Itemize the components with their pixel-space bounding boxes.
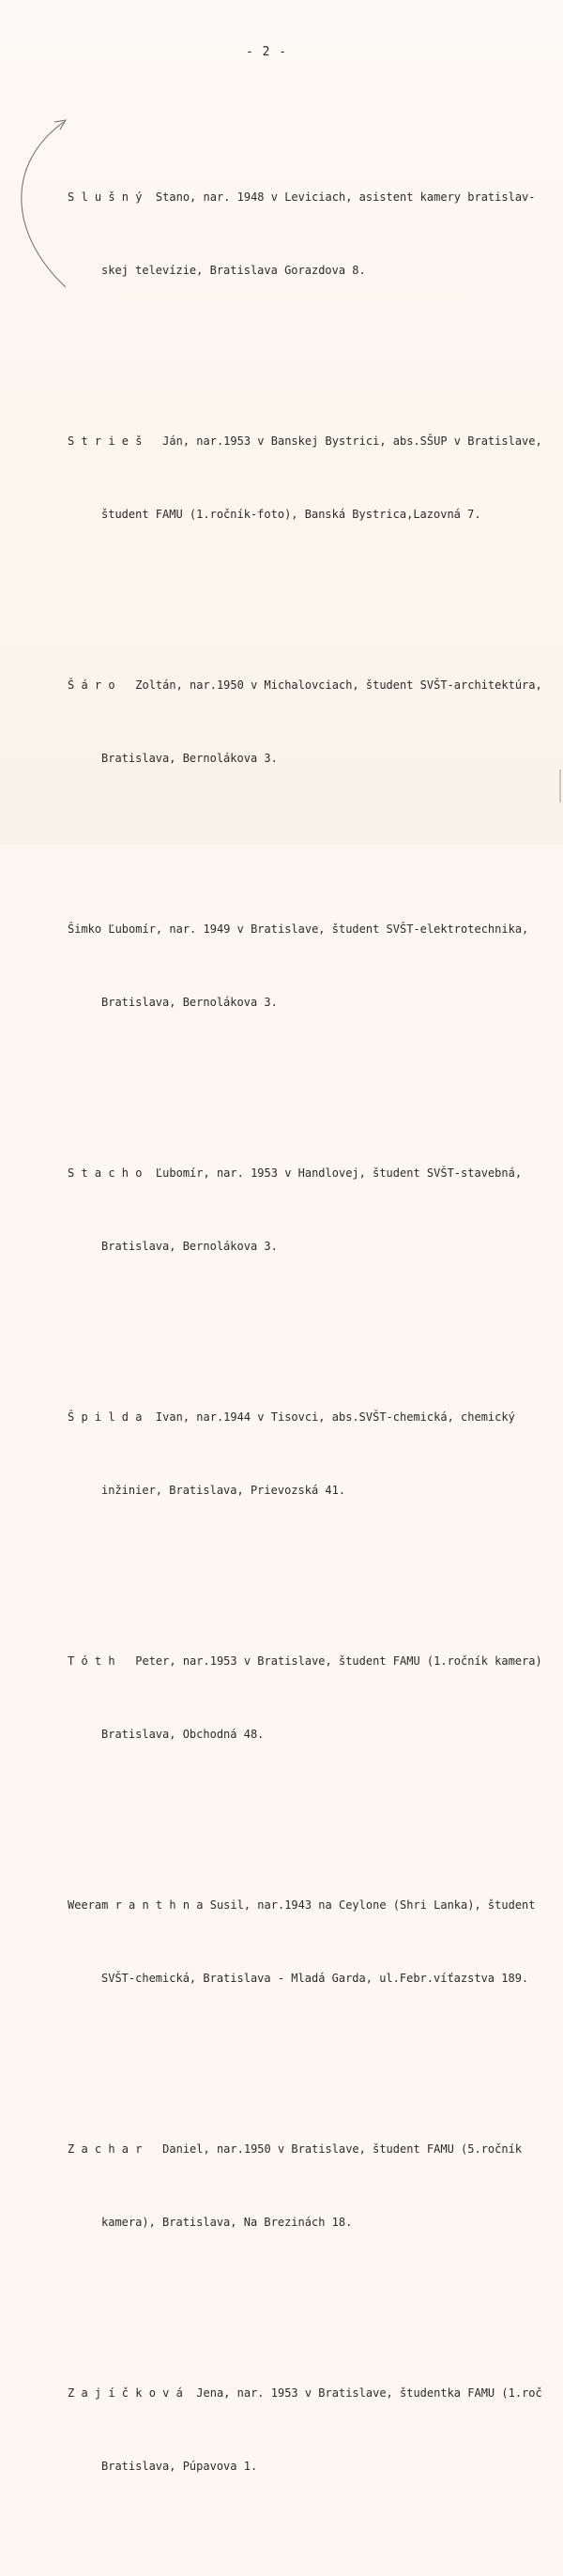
entry-line: Šimko Ľubomír, nar. 1949 v Bratislave, študent SVŠT-elektrotechnika,	[68, 922, 529, 936]
entry-line: Bratislava, Bernolákova 3.	[101, 752, 278, 765]
entry-line: Š p i l d a Ivan, nar.1944 v Tisovci, abs.SVŠT-chemická, chemický	[68, 1410, 515, 1424]
entry-line: S t a c h o Ľubomír, nar. 1953 v Handlovej, študent SVŠT-stavebná,	[68, 1166, 523, 1180]
list-item	[68, 624, 563, 819]
page-number: - 2 -	[246, 45, 288, 59]
list-item	[68, 868, 563, 1063]
entry-line: S l u š n ý Stano, nar. 1948 v Leviciach, asistent kamery bratislav-	[68, 191, 536, 204]
list-item	[68, 1600, 563, 1795]
entry-line: SVŠT-chemická, Bratislava - Mladá Garda, ul.Febr.víťazstva 189.	[101, 1972, 529, 1985]
entry-line: Š á r o Zoltán, nar.1950 v Michalovciach, študent SVŠT-architektúra,	[68, 678, 542, 692]
entry-line: Bratislava, Púpavova 1.	[101, 2460, 258, 2473]
list-item	[68, 1356, 563, 1551]
entry-list	[68, 87, 563, 2576]
entry-line: inžinier, Bratislava, Prievozská 41.	[101, 1484, 346, 1497]
entry-line: S t r i e š Ján, nar.1953 v Banskej Bystrici, abs.SŠUP v Bratislave,	[68, 434, 542, 448]
list-item	[68, 1844, 563, 2039]
list-item	[68, 2088, 563, 2283]
entry-line: Bratislava, Bernolákova 3.	[101, 1240, 278, 1253]
entry-line: skej televízie, Bratislava Gorazdova 8.	[101, 264, 366, 277]
entry-line: T ó t h Peter, nar.1953 v Bratislave, študent FAMU (1.ročník kamera)	[68, 1654, 542, 1668]
entry-line: Bratislava, Bernolákova 3.	[101, 996, 278, 1009]
list-item	[68, 2332, 563, 2527]
entry-line: kamera), Bratislava, Na Brezinách 18.	[101, 2216, 353, 2229]
entry-line: Weeram r a n t h n a Susil, nar.1943 na Ceylone (Shri Lanka), študent	[68, 1898, 536, 1912]
list-item	[68, 380, 563, 575]
page-edge-mark	[559, 770, 561, 802]
entry-line: Bratislava, Obchodná 48.	[101, 1728, 265, 1741]
list-item	[68, 1112, 563, 1307]
entry-line: Z a j í č k o v á Jena, nar. 1953 v Bratislave, študentka FAMU (1.roč	[68, 2386, 542, 2400]
entry-line: Z a c h a r Daniel, nar.1950 v Bratislave, študent FAMU (5.ročník	[68, 2142, 523, 2156]
entry-line: študent FAMU (1.ročník-foto), Banská Bystrica,Lazovná 7.	[101, 508, 481, 521]
list-item	[68, 136, 563, 331]
